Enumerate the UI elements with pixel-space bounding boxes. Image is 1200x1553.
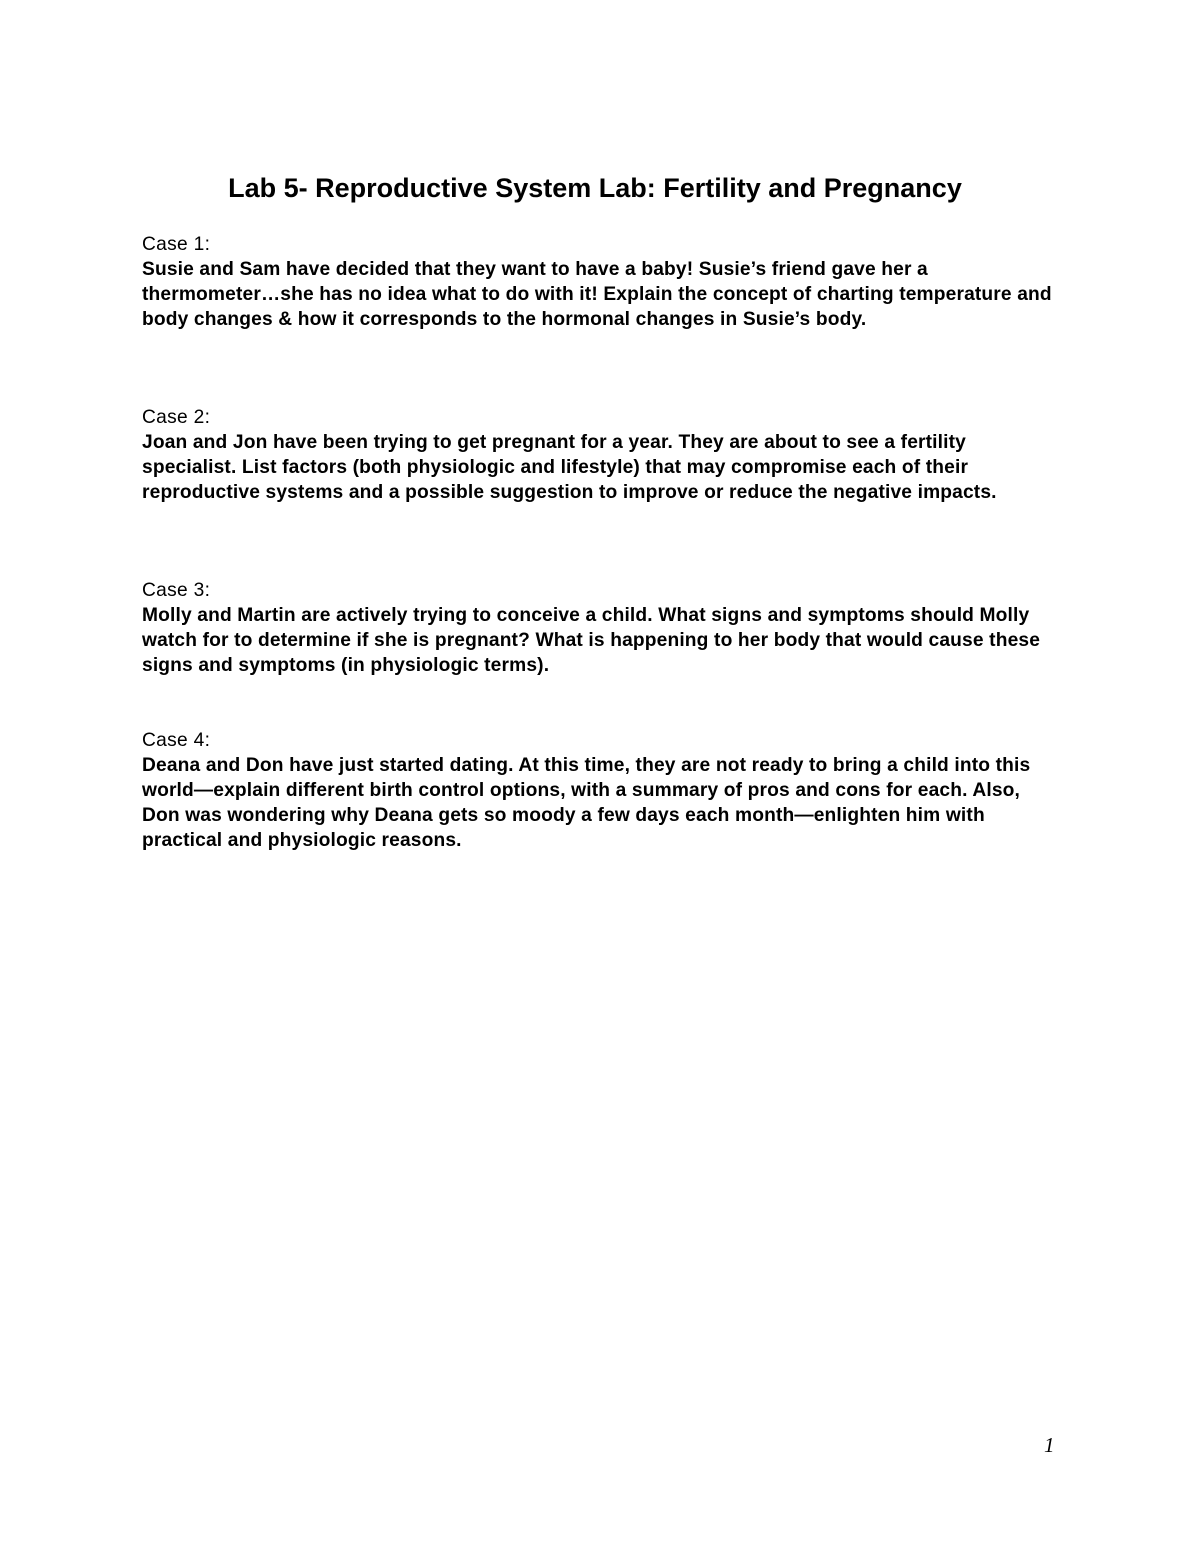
case-heading: Case 3: xyxy=(142,580,211,601)
case-section-2 xyxy=(142,405,1062,505)
case-section-1 xyxy=(142,232,1062,332)
case-section-4 xyxy=(142,728,1062,853)
case-heading: Case 1: xyxy=(142,234,211,255)
case-body: Molly and Martin are actively trying to conceive a child. What signs and symptoms should Molly watch for to determine if she is pregnant? What is happening to her body that would cause these signs and symptoms (in physiologic terms). xyxy=(142,605,1041,676)
case-heading: Case 2: xyxy=(142,407,211,428)
page-number: 1 xyxy=(1044,1433,1055,1457)
case-heading: Case 4: xyxy=(142,730,211,751)
document-title: Lab 5- Reproductive System Lab: Fertility and Pregnancy xyxy=(228,173,962,203)
case-body: Joan and Jon have been trying to get pregnant for a year. They are about to see a fertility specialist. List factors (both physiologic and lifestyle) that may compromise each of their reproductive systems and a possible suggestion to improve or reduce the negative impacts. xyxy=(142,432,997,503)
case-body: Deana and Don have just started dating. At this time, they are not ready to bring a child into this world—explain different birth control options, with a summary of pros and cons for each. Also, Don was wondering why Deana gets so moody a few days each month—enlighten him with practical and physiologic reasons. xyxy=(142,755,1031,851)
case-body: Susie and Sam have decided that they want to have a baby! Susie’s friend gave her a thermometer…she has no idea what to do with it! Explain the concept of charting temperature and body changes & how it corresponds to the hormonal changes in Susie’s body. xyxy=(142,259,1052,330)
case-section-3 xyxy=(142,578,1062,678)
